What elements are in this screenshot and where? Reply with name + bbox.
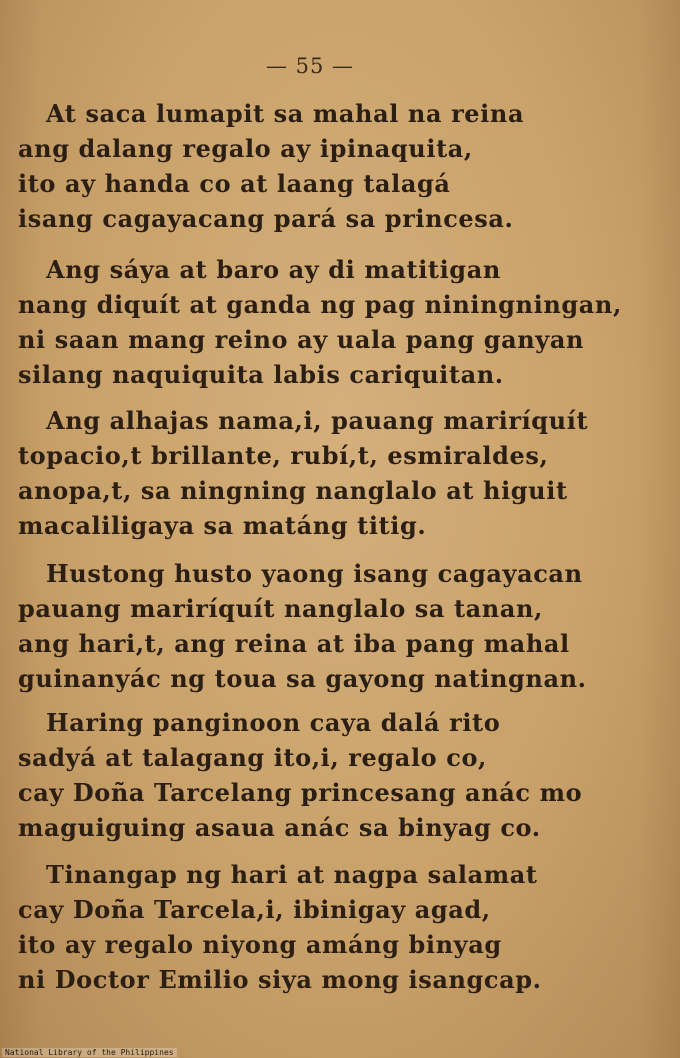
verse-line: guinanyác ng toua sa gayong natingnan.	[18, 664, 587, 693]
verse-line: Tinangap ng hari at nagpa salamat	[46, 860, 538, 889]
library-credit: National Library of the Philippines	[2, 1048, 177, 1057]
verse-line: Ang sáya at baro ay di matitigan	[46, 255, 501, 284]
verse-line: ni Doctor Emilio siya mong isangcap.	[18, 965, 542, 994]
verse-line: isang cagayacang pará sa princesa.	[18, 204, 514, 233]
stanza-2	[18, 252, 658, 392]
stanza-3	[18, 403, 658, 543]
verse-line: ito ay handa co at laang talagá	[18, 169, 451, 198]
verse-line: cay Doña Tarcela,i, ibinigay agad,	[18, 895, 491, 924]
page-number: — 55 —	[265, 54, 355, 78]
verse-line: Hustong husto yaong isang cagayacan	[46, 559, 583, 588]
verse-line: sadyá at talagang ito,i, regalo co,	[18, 743, 488, 772]
verse-line: topacio,t brillante, rubí,t, esmiraldes,	[18, 441, 549, 470]
verse-line: cay Doña Tarcelang princesang anác mo	[18, 778, 583, 807]
verse-line: ang hari,t, ang reina at iba pang mahal	[18, 629, 570, 658]
stanza-4	[18, 556, 658, 696]
stanza-5	[18, 705, 658, 845]
verse-line: nang diquít at ganda ng pag niningningan,	[18, 290, 622, 319]
verse-line: maguiguing asaua anác sa binyag co.	[18, 813, 541, 842]
verse-line: ang dalang regalo ay ipinaquita,	[18, 134, 473, 163]
verse-line: ito ay regalo niyong amáng binyag	[18, 930, 502, 959]
stanza-1	[18, 96, 658, 236]
verse-line: silang naquiquita labis cariquitan.	[18, 360, 504, 389]
verse-line: At saca lumapit sa mahal na reina	[46, 99, 525, 128]
verse-line: pauang mariríquít nanglalo sa tanan,	[18, 594, 544, 623]
verse-line: macaliligaya sa matáng titig.	[18, 511, 427, 540]
verse-line: anopa,t, sa ningning nanglalo at higuit	[18, 476, 568, 505]
verse-line: Ang alhajas nama,i, pauang mariríquít	[46, 406, 589, 435]
verse-line: ni saan mang reino ay uala pang ganyan	[18, 325, 585, 354]
verse-line: Haring panginoon caya dalá rito	[46, 708, 501, 737]
stanza-6	[18, 857, 658, 997]
